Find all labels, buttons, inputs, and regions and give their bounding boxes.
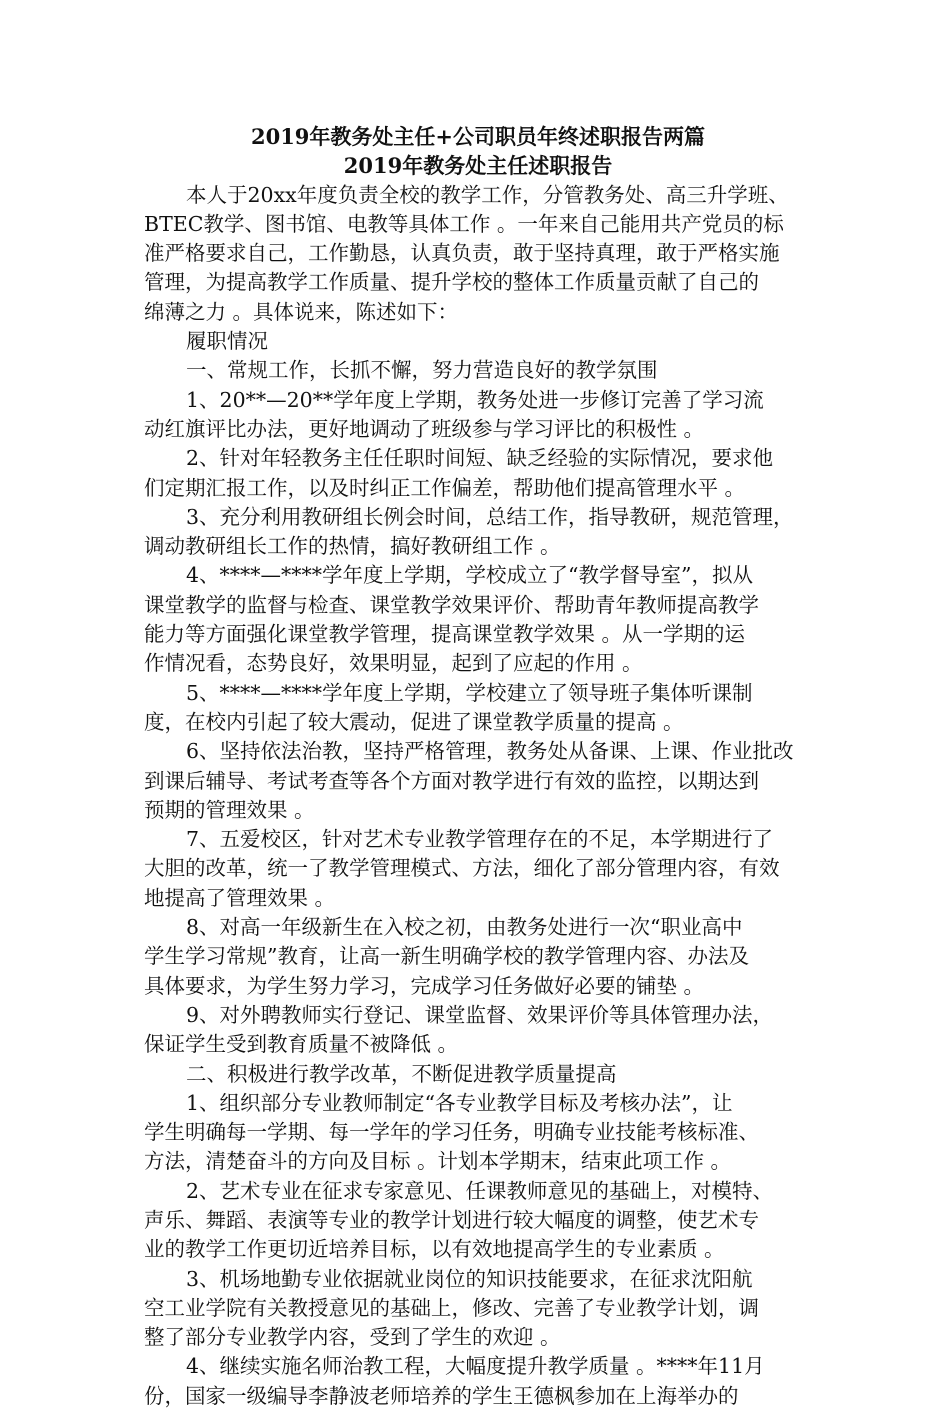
- text-line: 调动教研组长工作的热情，搞好教研组工作 。: [144, 534, 561, 559]
- text-line: 5、****—****学年度上学期，学校建立了领导班子集体听课制: [186, 680, 753, 705]
- text-line: 声乐、舞蹈、表演等专业的教学计划进行较大幅度的调整，使艺术专: [144, 1207, 759, 1232]
- text-line: 业的教学工作更切近培养目标，以有效地提高学生的专业素质 。: [144, 1237, 725, 1262]
- document-body: [144, 122, 812, 1411]
- text-line: 3、机场地勤专业依据就业岗位的知识技能要求，在征求沈阳航: [186, 1266, 753, 1291]
- text-line: 度，在校内引起了较大震动，促进了课堂教学质量的提高 。: [144, 709, 684, 734]
- section-heading: [144, 327, 812, 356]
- text-line: BTEC教学、图书馆、电教等具体工作 。一年来自己能用共产党员的标: [144, 211, 784, 236]
- text-line: 4、继续实施名师治教工程，大幅度提升教学质量 。****年11月: [186, 1354, 765, 1379]
- text-line: 空工业学院有关教授意见的基础上，修改、完善了专业教学计划，调: [144, 1295, 759, 1320]
- text-line: 整了部分专业教学内容，受到了学生的欢迎 。: [144, 1325, 561, 1350]
- document-title: 2019年教务处主任+公司职员年终述职报告两篇: [250, 124, 706, 149]
- paragraph: [144, 679, 812, 738]
- text-line: 们定期汇报工作，以及时纠正工作偏差，帮助他们提高管理水平 。: [144, 475, 746, 500]
- text-line: 4、****—****学年度上学期，学校成立了“教学督导室”，拟从: [186, 563, 754, 588]
- text-line: 预期的管理效果 。: [144, 797, 315, 822]
- text-line: 学生学习常规”教育，让高一新生明确学校的教学管理内容、办法及: [144, 944, 749, 969]
- text-line: 保证学生受到教育质量不被降低 。: [144, 1032, 459, 1057]
- text-line: 1、组织部分专业教师制定“各专业教学目标及考核办法”，让: [186, 1090, 733, 1115]
- paragraph: [144, 1089, 812, 1177]
- paragraph: [144, 444, 812, 503]
- paragraph: [144, 1001, 812, 1060]
- text-line: 具体要求，为学生努力学习，完成学习任务做好必要的铺垫 。: [144, 973, 705, 998]
- text-line: 履职情况: [186, 329, 268, 354]
- text-line: 管理，为提高教学工作质量、提升学校的整体工作质量贡献了自己的: [144, 270, 759, 295]
- paragraph: [144, 913, 812, 1001]
- text-line: 一、常规工作，长抓不懈，努力营造良好的教学氛围: [186, 358, 658, 383]
- text-line: 能力等方面强化课堂教学管理，提高课堂教学效果 。从一学期的运: [144, 622, 746, 647]
- paragraph: [144, 1177, 812, 1265]
- section-heading: [144, 356, 812, 385]
- text-line: 本人于20xx年度负责全校的教学工作，分管教务处、高三升学班、: [186, 182, 789, 207]
- text-line: 动红旗评比办法，更好地调动了班级参与学习评比的积极性 。: [144, 416, 705, 441]
- paragraph: [144, 737, 812, 825]
- paragraph: [144, 503, 812, 562]
- text-line: 7、五爱校区，针对艺术专业教学管理存在的不足，本学期进行了: [186, 827, 774, 852]
- paragraph: [144, 1352, 812, 1411]
- text-line: 二、积极进行教学改革，不断促进教学质量提高: [186, 1061, 617, 1086]
- text-line: 到课后辅导、考试考查等各个方面对教学进行有效的监控，以期达到: [144, 768, 759, 793]
- text-line: 方法，清楚奋斗的方向及目标 。计划本学期末，结束此项工作 。: [144, 1149, 732, 1174]
- text-line: 9、对外聘教师实行登记、课堂监督、效果评价等具体管理办法，: [186, 1002, 774, 1027]
- paragraph: [144, 561, 812, 678]
- text-line: 8、对高一年级新生在入校之初，由教务处进行一次“职业高中: [186, 915, 743, 940]
- text-line: 2、艺术专业在征求专家意见、任课教师意见的基础上，对模特、: [186, 1178, 774, 1203]
- text-line: 2、针对年轻教务主任任职时间短、缺乏经验的实际情况，要求他: [186, 446, 774, 471]
- text-line: 准严格要求自己，工作勤恳，认真负责，敢于坚持真理，敢于严格实施: [144, 241, 780, 266]
- paragraph: [144, 1265, 812, 1353]
- text-line: 作情况看，态势良好，效果明显，起到了应起的作用 。: [144, 651, 643, 676]
- text-line: 1、20**—20**学年度上学期，教务处进一步修订完善了学习流: [186, 387, 764, 412]
- text-line: 课堂教学的监督与检查、课堂教学效果评价、帮助青年教师提高教学: [144, 592, 759, 617]
- text-line: 大胆的改革，统一了教学管理模式、方法，细化了部分管理内容，有效: [144, 856, 780, 881]
- document-subtitle: 2019年教务处主任述职报告: [343, 153, 613, 179]
- text-line: 学生明确每一学期、每一学年的学习任务，明确专业技能考核标准、: [144, 1120, 759, 1145]
- text-line: 6、坚持依法治教，坚持严格管理，教务处从备课、上课、作业批改: [186, 739, 794, 764]
- paragraph: [144, 825, 812, 913]
- paragraph-intro: [144, 181, 812, 327]
- text-line: 份，国家一级编导李静波老师培养的学生王德枫参加在上海举办的: [144, 1383, 739, 1408]
- text-line: 地提高了管理效果 。: [144, 885, 336, 910]
- text-line: 绵薄之力 。具体说来，陈述如下：: [144, 299, 459, 324]
- text-line: 3、充分利用教研组长例会时间，总结工作，指导教研，规范管理，: [186, 504, 794, 529]
- section-heading: [144, 1060, 812, 1089]
- paragraph: [144, 386, 812, 445]
